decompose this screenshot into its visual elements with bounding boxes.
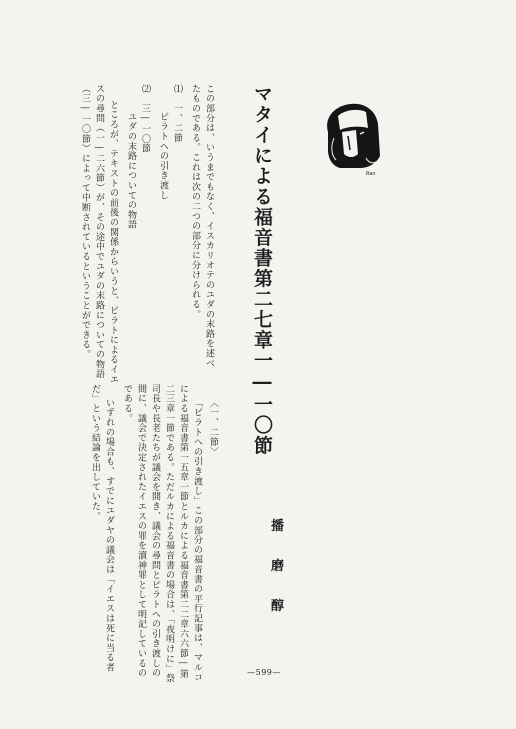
author-char-2: 磨 bbox=[271, 559, 285, 574]
intro-line: ⑴ 一、二節 bbox=[172, 84, 182, 143]
intro-line: ユダの末路についての物語 bbox=[126, 112, 136, 230]
section-line: 司長や長老たちが議会を開き、議会の尋問とピラトへの引き渡しの bbox=[150, 384, 160, 678]
section-line: だ」という結論を出していた。 bbox=[90, 384, 100, 522]
section-line: いずれの場合も、すでにユダヤの議会は「イエスは死に当る者 bbox=[104, 398, 114, 673]
article-title: マタイによる福音書第二七章一―一〇節 bbox=[251, 84, 273, 456]
author-char-3: 醇 bbox=[271, 599, 285, 614]
author-char-1: 播 bbox=[271, 519, 285, 534]
section-line: 「ピラトへの引き渡し」この部分の福音書の平行記事は、マルコ bbox=[192, 398, 202, 683]
portrait-illustration bbox=[320, 98, 382, 176]
intro-line: ⑵ 三―一〇節 bbox=[140, 84, 150, 154]
section-line: 間に、議会で決定されたイエスの罪を瀆神罪として明記しているの bbox=[136, 384, 146, 678]
section-line: による福音書第一五章一節とルカによる福音書第二二章六六節―第 bbox=[178, 384, 188, 679]
intro-line: スの尋問（一―二六節）が、その途中でユダの末路についての物語 bbox=[94, 84, 104, 379]
section-line: 二三章一節である。ただルカによる福音書の場合は、「夜明けに」祭 bbox=[164, 384, 174, 684]
intro-line: ピラトへの引き渡し bbox=[158, 112, 168, 201]
intro-line: ところが、テキストの前後の関係からいうと、ピラトによるイエ bbox=[108, 100, 118, 385]
intro-line: （三―一〇節）によって中断されているということができる。 bbox=[80, 84, 90, 360]
intro-line: この部分は、いうまでもなく、イスカリオテのユダの末路を述べ bbox=[204, 84, 214, 369]
intro-line: たものである。これは次の二つの部分に分けられる。 bbox=[190, 84, 200, 320]
section-heading: 〈一、二節〉 bbox=[208, 398, 218, 457]
page-number: —599— bbox=[247, 668, 281, 677]
section-line: である。 bbox=[122, 384, 132, 424]
illustration-signature: Ran bbox=[366, 171, 376, 176]
